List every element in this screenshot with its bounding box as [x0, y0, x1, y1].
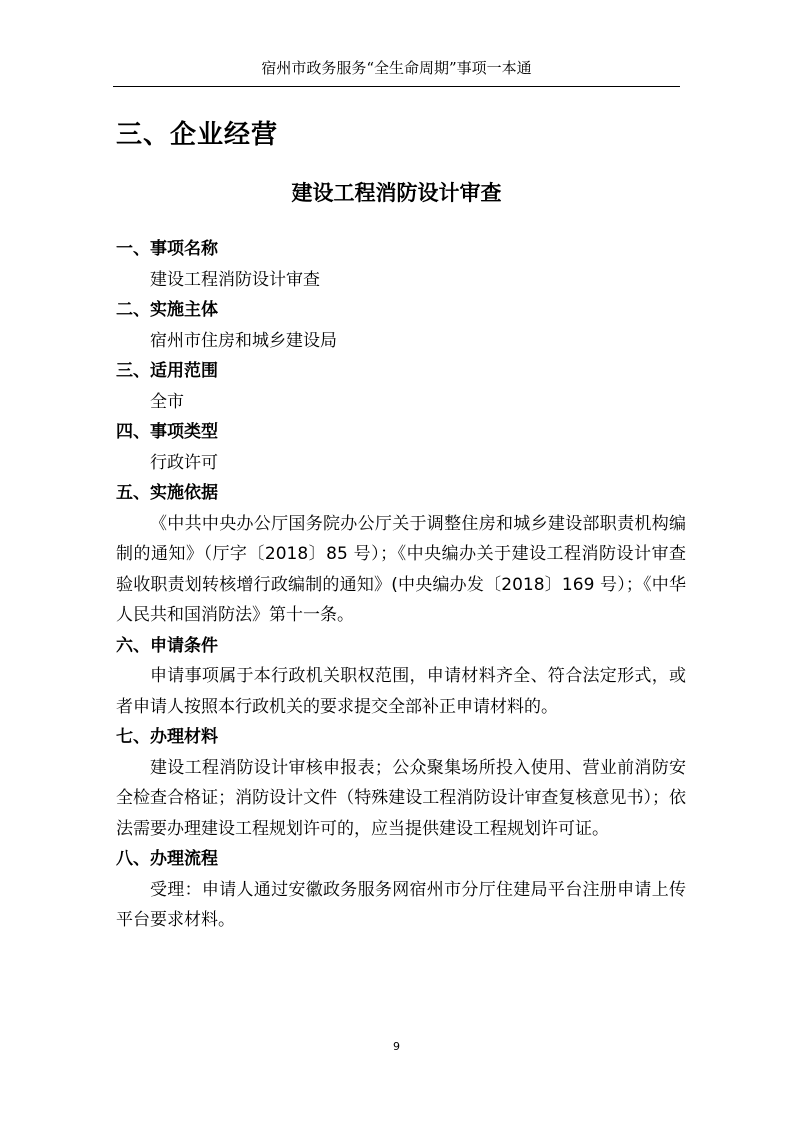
section-body: 受理：申请人通过安徽政务服务网宿州市分厅住建局平台注册申请上传平台要求材料。 — [116, 879, 686, 930]
chapter-title: 三、企业经营 — [116, 120, 279, 150]
section-body: 《中共中央办公厅国务院办公厅关于调整住房和城乡建设部职责机构编制的通知》（厅字〔2018〕85 号）；《中央编办关于建设工程消防设计审查验收职责划转核增行政编制的通知》(中央编办发〔2018〕169 号）；《中华人民共和国消防法》第十一条。 — [116, 513, 686, 625]
section-body: 建设工程消防设计审核申报表；公众聚集场所投入使用、营业前消防安全检查合格证；消防设计文件（特殊建设工程消防设计审查复核意见书）；依法需要办理建设工程规划许可的，应当提供建设工程规划许可证。 — [116, 757, 686, 839]
section-body: 申请事项属于本行政机关职权范围，申请材料齐全、符合法定形式，或者申请人按照本行政机关的要求提交全部补正申请材料的。 — [116, 666, 686, 717]
section-heading: 六、申请条件 — [116, 635, 218, 656]
section-heading: 七、办理材料 — [116, 727, 218, 747]
section-body: 建设工程消防设计审查 — [150, 269, 320, 290]
section-heading: 三、适用范围 — [116, 361, 218, 381]
document-title: 建设工程消防设计审查 — [291, 181, 502, 205]
page-number: 9 — [393, 1040, 400, 1053]
section-body: 全市 — [150, 391, 184, 412]
document-body — [116, 234, 686, 936]
section-body: 行政许可 — [150, 452, 218, 473]
header-rule — [113, 86, 680, 87]
running-header: 宿州市政务服务“全生命周期”事项一本通 — [261, 59, 532, 77]
section-body: 宿州市住房和城乡建设局 — [150, 330, 337, 351]
section-heading: 八、办理流程 — [116, 849, 218, 869]
section-heading: 一、事项名称 — [116, 239, 218, 259]
section-heading: 五、实施依据 — [116, 483, 218, 503]
section-heading: 四、事项类型 — [116, 422, 218, 442]
section-heading: 二、实施主体 — [116, 300, 218, 320]
